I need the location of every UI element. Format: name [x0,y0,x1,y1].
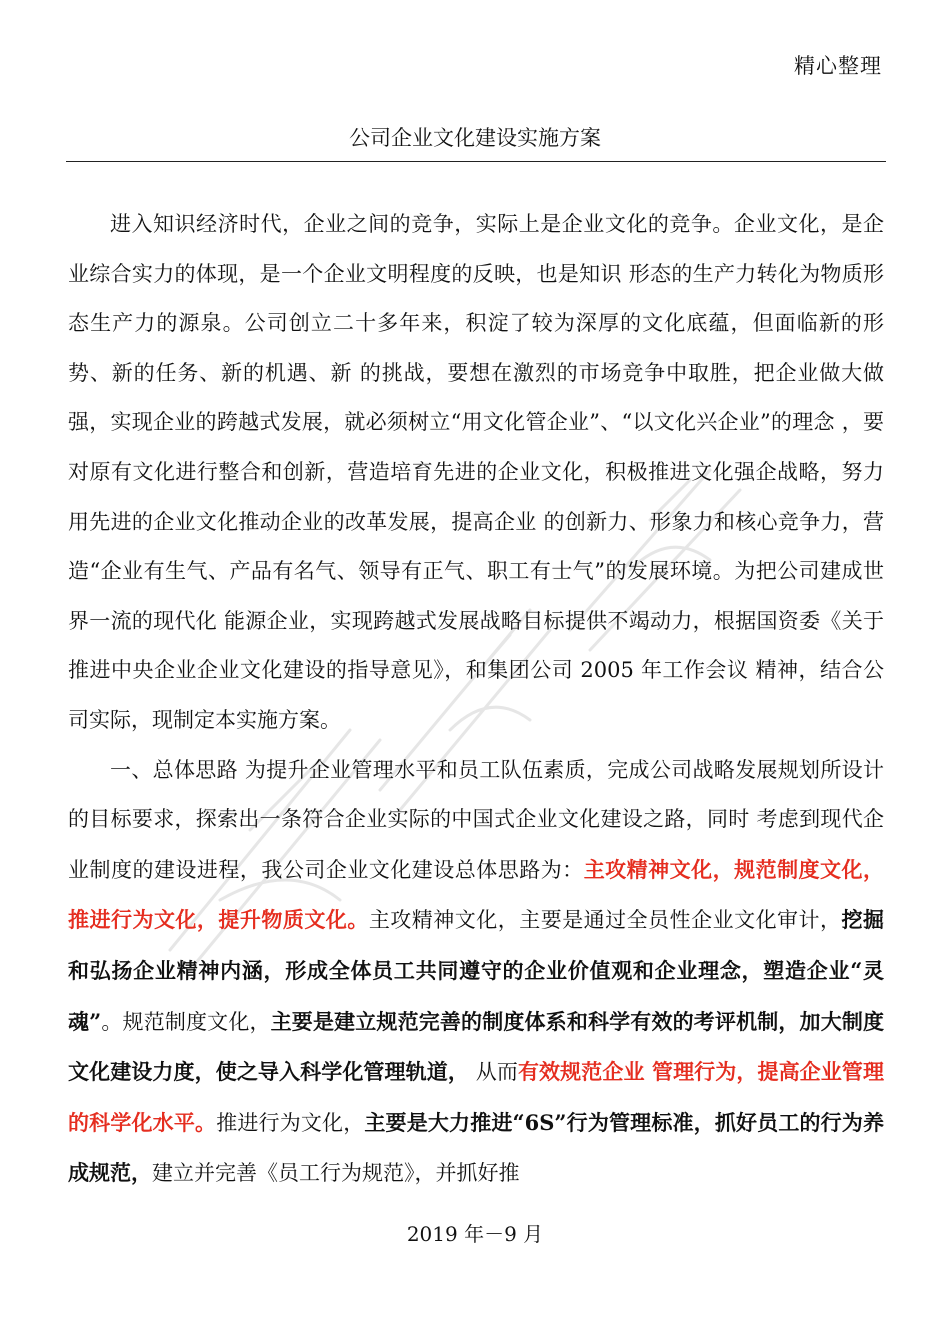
document-title: 公司企业文化建设实施方案 [349,126,601,150]
section-1-paragraph [68,746,884,1199]
emphasis-bold-2: 主要是建立规范完善的制度体系和科学有效的考评机制，加大制度文化建设力度，使之导入科学化管理轨道， [68,1008,885,1085]
section-1-text-1: 主攻精神文化，主要是通过全员性企业文化审计， [368,908,842,933]
emphasis-red-1: 主攻精神文化，规范制度文化，推进行为文化，提升物质文化。 [68,856,885,933]
emphasis-bold-1: 挖掘和弘扬企业精神内涵，形成全体员工共同遵守的企业价值观和企业理念，塑造企业“灵魂” [68,907,885,1034]
emphasis-red-2: 有效规范企业 管理行为，提高企业管理的科学化水平。 [68,1059,884,1135]
emphasis-bold-3: 主要是大力推进“6S”行为管理标准，抓好员工的行为养成规范， [68,1109,885,1186]
header-note: 精心整理 [794,54,882,78]
section-1-text-2: 。规范制度文化， [101,1009,271,1034]
section-1-text-3: 从而 [468,1060,518,1085]
document-body [68,200,884,1199]
section-1-lead: 一、总体思路 为提升企业管理水平和员工队伍素质，完成公司战略发展规划所设计的目标要求，探索出一条符合企业实际的中国式企业文化建设之路，同时 考虑到现代企业制度的建设进程，我公司企业文化建设总体思路为： [68,757,884,882]
footer-date: 2019 年－9 月 [406,1222,544,1246]
section-1-text-4: 推进行为文化， [216,1110,365,1135]
section-1-text-5: 建立并完善《员工行为规范》，并抓好推 [152,1161,520,1186]
intro-paragraph: 进入知识经济时代，企业之间的竞争，实际上是企业文化的竞争。企业文化，是企业综合实力的体现，是一个企业文明程度的反映，也是知识 形态的生产力转化为物质形态生产力的源泉。公司创立二十多年来，积淀了较为深厚的文化底蕴，但面临新的形势、新的任务、新的机遇、新 的挑战，要想在激烈的市场竞争中取胜，把企业做大做强，实现企业的跨越式发展，就必须树立“用文化管企业”、“以文化兴企业”的理念 ，要对原有文化进行整合和创新，营造培育先进的企业文化，积极推进文化强企战略，努力用先进的企业文化推动企业的改革发展，提高企业 的创新力、形象力和核心竞争力，营造“企业有生气、产品有名气、领导有正气、职工有士气”的发展环境。为把公司建成世界一流的现代化 能源企业，实现跨越式发展战略目标提供不竭动力，根据国资委《关于推进中央企业企业文化建设的指导意见》，和集团公司 2005 年工作会议 精神，结合公司实际，现制定本实施方案。 [68,212,884,732]
title-divider [66,161,886,162]
